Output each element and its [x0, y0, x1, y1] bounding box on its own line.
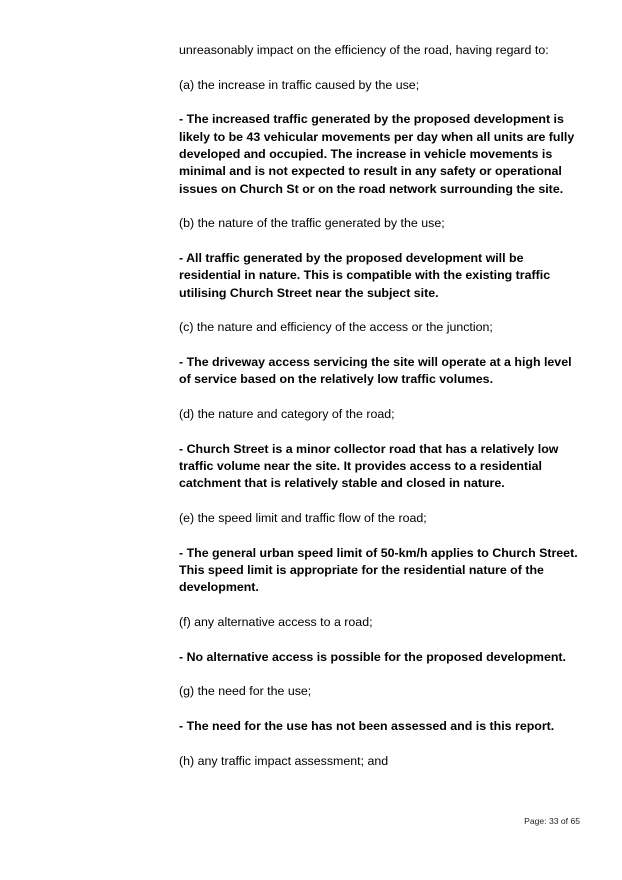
- criterion-e: (e) the speed limit and traffic flow of the road;: [179, 510, 427, 525]
- criterion-b: (b) the nature of the traffic generated by the use;: [179, 216, 445, 231]
- response-e: - The general urban speed limit of 50-km/h applies to Church Street. This speed limit is appropriate for the residential nature of the development.: [179, 545, 578, 595]
- response-d: - Church Street is a minor collector road that has a relatively low traffic volume near the site. It provides access to a residential catchment that is relatively stable and closed in nature.: [179, 441, 559, 491]
- criterion-c: (c) the nature and efficiency of the access or the junction;: [179, 320, 493, 335]
- criterion-d: (d) the nature and category of the road;: [179, 406, 395, 421]
- page-body: [179, 42, 579, 787]
- criterion-f: (f) any alternative access to a road;: [179, 614, 373, 629]
- criterion-g: (g) the need for the use;: [179, 684, 312, 699]
- response-c: - The driveway access servicing the site will operate at a high level of service based on the relatively low traffic volumes.: [179, 354, 572, 387]
- response-f: - No alternative access is possible for the proposed development.: [179, 649, 566, 664]
- response-g: - The need for the use has not been assessed and is this report.: [179, 718, 555, 733]
- response-b: - All traffic generated by the proposed development will be residential in nature. This is compatible with the existing traffic utilising Church Street near the subject site.: [179, 250, 551, 300]
- criterion-a: (a) the increase in traffic caused by the use;: [179, 77, 420, 92]
- page-number: Page: 33 of 65: [524, 816, 580, 826]
- criterion-h: (h) any traffic impact assessment; and: [179, 753, 389, 768]
- response-a: - The increased traffic generated by the proposed development is likely to be 43 vehicular movements per day when all units are fully developed and occupied. The increase in vehicle movements is minimal and is not expected to result in any safety or operational issues on Church St or on the road network surrounding the site.: [179, 112, 575, 196]
- intro-text: unreasonably impact on the efficiency of the road, having regard to:: [179, 43, 549, 57]
